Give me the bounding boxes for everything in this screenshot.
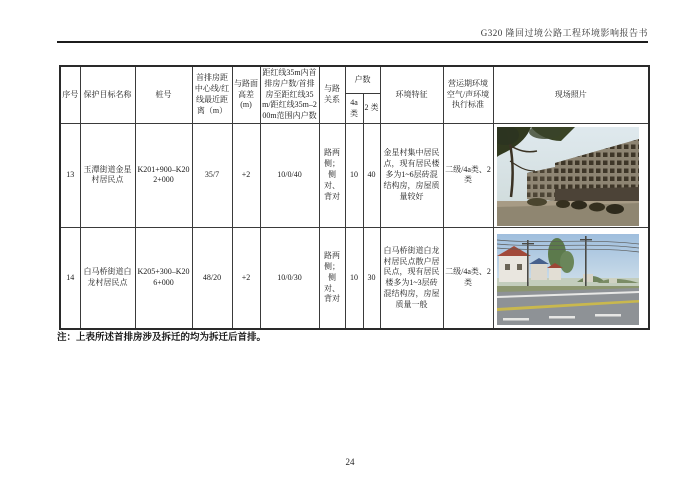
- cell-index: 13: [60, 123, 80, 227]
- cell-stake: K201+900–K202+000: [135, 123, 192, 227]
- cell-households-range: 10/0/40: [260, 123, 319, 227]
- cell-households-2: 40: [363, 123, 380, 227]
- cell-index: 14: [60, 227, 80, 329]
- running-head-title: G320 隆回过境公路工程环境影响报告书: [480, 28, 648, 38]
- page-number: 24: [345, 457, 355, 467]
- site-photo-jinxing-village: [497, 127, 639, 226]
- header-households-range: 距红线35m内首排房户数/首排房至距红线35m/距红线35m–200m范围内户数: [260, 66, 319, 123]
- cell-site-photo: [493, 227, 649, 329]
- table-row: [60, 123, 649, 227]
- header-height-diff: 与路面高差(m): [232, 66, 260, 123]
- cell-households-2: 30: [363, 227, 380, 329]
- header-class-2: 2 类: [363, 94, 380, 124]
- cell-target-name: 白马桥街道白龙村居民点: [80, 227, 135, 329]
- cell-env-features: 金星村集中居民点，现有居民楼多为1~6层砖混结构房，房屋质量较好: [380, 123, 443, 227]
- cell-road-relation: 路两侧；侧对、背对: [319, 123, 345, 227]
- cell-env-features: 白马桥街道白龙村居民点散户居民点，现有居民楼多为1~3层砖混结构房，房屋质量一般: [380, 227, 443, 329]
- cell-height-diff: +2: [232, 123, 260, 227]
- cell-households-4a: 10: [345, 123, 363, 227]
- header-first-row-distance: 首排房距中心线/红线最近距离（m）: [192, 66, 232, 123]
- table-row: [60, 227, 649, 329]
- cell-height-diff: +2: [232, 227, 260, 329]
- cell-target-name: 玉潭街道金星村居民点: [80, 123, 135, 227]
- cell-standards: 二级/4a类、2类: [443, 123, 493, 227]
- table-header-row-1: [60, 66, 649, 94]
- header-photo: 现场照片: [493, 66, 649, 123]
- cell-households-4a: 10: [345, 227, 363, 329]
- header-rule: [57, 41, 648, 43]
- header-env-features: 环境特征: [380, 66, 443, 123]
- cell-site-photo: [493, 123, 649, 227]
- cell-stake: K205+300–K206+000: [135, 227, 192, 329]
- cell-households-range: 10/0/30: [260, 227, 319, 329]
- header-standards: 营运期环境空气/声环境执行标准: [443, 66, 493, 123]
- cell-road-relation: 路两侧；侧对、背对: [319, 227, 345, 329]
- header-class-4a: 4a 类: [345, 94, 363, 124]
- protection-targets-table: [59, 65, 650, 330]
- cell-first-row-distance: 48/20: [192, 227, 232, 329]
- header-stake: 桩号: [135, 66, 192, 123]
- site-photo-bailong-village: [497, 234, 639, 325]
- cell-standards: 二级/4a类、2类: [443, 227, 493, 329]
- header-road-relation: 与路关系: [319, 66, 345, 123]
- header-target-name: 保护目标名称: [80, 66, 135, 123]
- table-footnote: 注：上表所述首排房涉及拆迁的均为拆迁后首排。: [57, 333, 267, 343]
- cell-first-row-distance: 35/7: [192, 123, 232, 227]
- header-index: 序号: [60, 66, 80, 123]
- header-households: 户数: [345, 66, 380, 94]
